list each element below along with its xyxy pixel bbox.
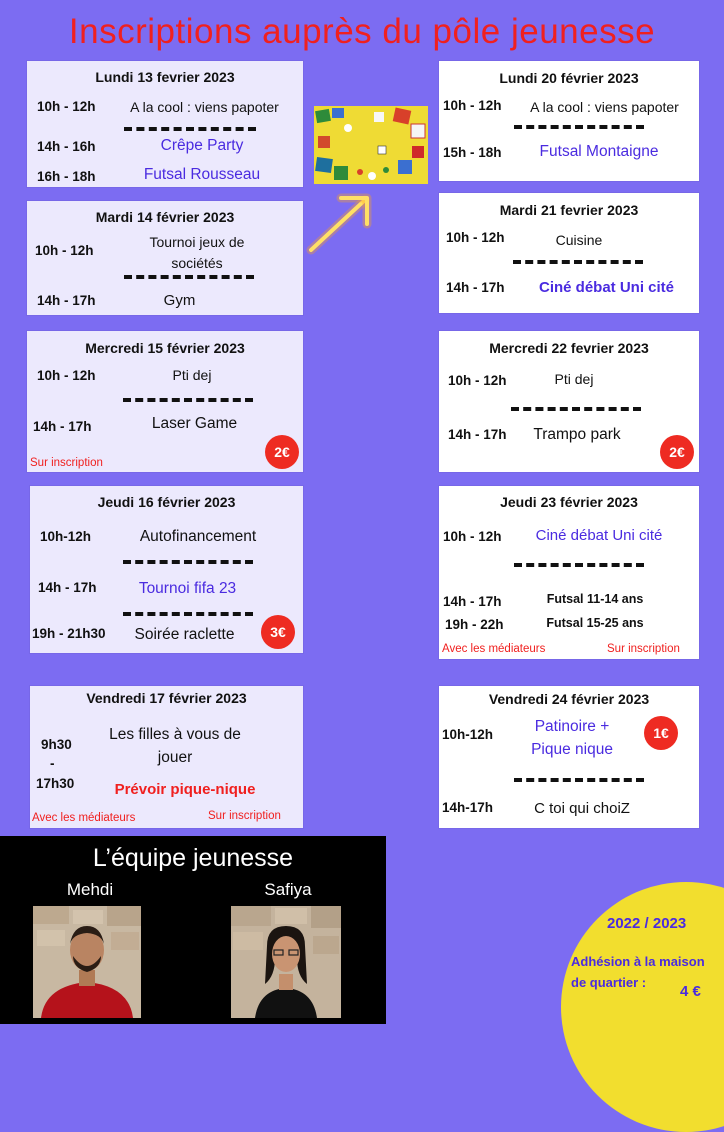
time-slot: 17h30 [36, 776, 75, 791]
price-badge: 2€ [265, 435, 299, 469]
mediators-note: Avec les médiateurs [442, 643, 546, 655]
activity: Laser Game [151, 415, 238, 432]
day-title: Mardi 21 fevrier 2023 [499, 202, 639, 218]
member-name-mehdi: Mehdi [66, 880, 114, 899]
card-lundi-13 [27, 61, 303, 187]
time-slot: 10h - 12h [446, 230, 505, 245]
activity: Patinoire + [534, 718, 610, 735]
card-mardi-14 [27, 201, 303, 315]
activity: Pique nique [531, 741, 613, 758]
time-slot: 10h - 12h [37, 99, 96, 114]
activity: Futsal 15-25 ans [546, 616, 644, 630]
separator [124, 275, 254, 279]
registration-note: Sur inscription [208, 810, 281, 822]
time-slot: 10h - 12h [443, 529, 502, 544]
activity: Les filles à vous de [109, 726, 241, 743]
arrow-icon [303, 186, 383, 258]
separator [123, 560, 253, 564]
day-title: Jeudi 16 février 2023 [97, 494, 236, 510]
activity: Crêpe Party [160, 137, 244, 154]
card-jeudi-23 [439, 486, 699, 659]
separator [123, 612, 253, 616]
time-slot: 9h30 [41, 737, 72, 752]
day-title: Vendredi 24 février 2023 [488, 691, 650, 707]
membership-price: 4 € [680, 983, 701, 1000]
activity: Ciné débat Uni cité [538, 279, 675, 296]
time-slot: 10h - 12h [37, 368, 96, 383]
separator [514, 563, 644, 567]
price-badge: 1€ [644, 716, 678, 750]
card-jeudi-16 [30, 486, 303, 653]
member-name-safiya: Safiya [264, 880, 312, 899]
activity: Ciné débat Uni cité [535, 527, 663, 544]
time-slot: 10h - 12h [35, 243, 94, 258]
team-section [0, 836, 386, 1024]
card-vendredi-24 [439, 686, 699, 828]
activity: jouer [157, 749, 193, 766]
separator [511, 407, 641, 411]
separator [514, 778, 644, 782]
time-slot: 15h - 18h [443, 145, 502, 160]
price-badge: 3€ [261, 615, 295, 649]
time-slot: 10h - 12h [443, 98, 502, 113]
membership-year: 2022 / 2023 [607, 915, 687, 932]
activity: A la cool : viens papoter [530, 99, 679, 115]
separator [123, 398, 253, 402]
day-title: Mardi 14 février 2023 [95, 209, 235, 225]
membership-label-line2: de quartier : [571, 975, 647, 990]
activity-note: Prévoir pique-nique [114, 781, 256, 798]
avatar-safiya [231, 906, 341, 1018]
day-title: Mercredi 15 février 2023 [85, 340, 245, 356]
time-slot: 14h - 17h [443, 594, 502, 609]
time-slot: 14h - 17h [33, 419, 92, 434]
time-slot: 16h - 18h [37, 169, 96, 184]
separator [513, 260, 643, 264]
card-vendredi-17 [30, 686, 303, 828]
activity: Futsal 11-14 ans [546, 592, 644, 606]
activity: Soirée raclette [134, 626, 235, 643]
activity: sociétés [171, 255, 223, 271]
time-slot: 10h-12h [40, 529, 92, 544]
activity: Futsal Montaigne [539, 143, 659, 160]
activity: Tournoi fifa 23 [138, 580, 237, 597]
avatar-mehdi [33, 906, 141, 1018]
time-slot: 10h-12h [442, 727, 494, 742]
price-badge: 2€ [660, 435, 694, 469]
membership-label-line1: Adhésion à la maison [571, 954, 705, 969]
activity: Cuisine [555, 232, 603, 248]
day-title: Jeudi 23 février 2023 [500, 494, 638, 510]
time-slot: 14h - 17h [37, 293, 96, 308]
card-mardi-21 [439, 193, 699, 313]
team-title: L’équipe jeunesse [92, 844, 294, 872]
board-game-photo [314, 106, 428, 184]
page-title: Inscriptions auprès du pôle jeunesse [68, 12, 656, 51]
activity: Autofinancement [139, 528, 257, 545]
time-slot: 14h-17h [442, 800, 494, 815]
separator [514, 125, 644, 129]
time-slot: 19h - 21h30 [32, 626, 106, 641]
card-mercredi-15 [27, 331, 303, 472]
time-slot: 14h - 17h [38, 580, 97, 595]
time-slot: 14h - 17h [446, 280, 505, 295]
card-lundi-20 [439, 61, 699, 181]
activity: Gym [163, 292, 196, 309]
time-slot: 14h - 17h [448, 427, 507, 442]
activity: Trampo park [533, 426, 621, 443]
activity: Pti dej [554, 371, 594, 387]
time-slot: - [50, 756, 55, 771]
registration-note: Sur inscription [607, 643, 680, 655]
time-slot: 14h - 16h [37, 139, 96, 154]
time-slot: 19h - 22h [445, 617, 504, 632]
separator [124, 127, 256, 131]
mediators-note: Avec les médiateurs [32, 812, 136, 824]
day-title: Lundi 20 février 2023 [499, 70, 639, 86]
activity: Pti dej [172, 367, 212, 383]
activity: Tournoi jeux de [149, 234, 245, 250]
day-title: Mercredi 22 fevrier 2023 [489, 340, 649, 356]
activity: C toi qui choiZ [534, 800, 630, 817]
day-title: Lundi 13 fevrier 2023 [95, 69, 235, 85]
activity: A la cool : viens papoter [130, 99, 279, 115]
registration-note: Sur inscription [30, 457, 103, 469]
time-slot: 10h - 12h [448, 373, 507, 388]
day-title: Vendredi 17 février 2023 [86, 690, 247, 706]
activity: Futsal Rousseau [143, 166, 261, 183]
card-mercredi-22 [439, 331, 699, 472]
